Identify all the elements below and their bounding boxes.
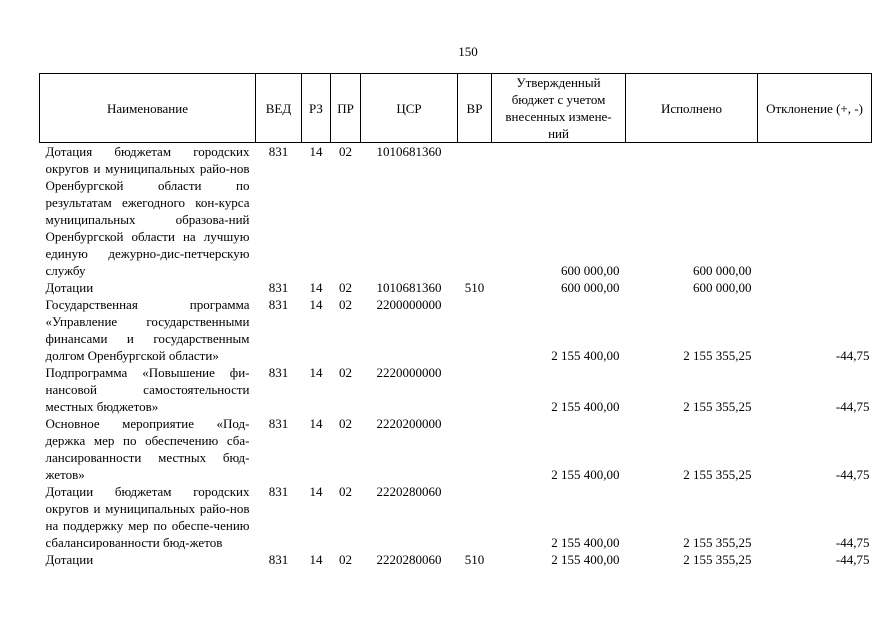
row-approved: 2 155 400,00 <box>551 552 620 567</box>
row-pr: 02 <box>339 552 352 567</box>
row-executed: 600 000,00 <box>693 263 752 278</box>
row-rz: 14 <box>309 552 323 567</box>
header-name: Наименование <box>40 74 256 143</box>
table-row <box>40 415 872 483</box>
header-approved: Утвержденный бюджет с учетом внесенных измене-ний <box>492 74 626 143</box>
row-name: Дотации бюджетам городских округов и муниципальных райо-нов на поддержку мер по обеспе-чению сбалансированности бюд-жетов <box>45 484 250 550</box>
row-ved: 831 <box>268 552 289 567</box>
row-pr: 02 <box>339 416 352 431</box>
row-deviation: -44,75 <box>835 535 870 550</box>
row-pr: 02 <box>339 144 352 159</box>
row-approved: 2 155 400,00 <box>551 467 620 482</box>
row-vr <box>458 415 492 483</box>
row-csr: 2220280060 <box>376 552 442 567</box>
row-csr: 2220000000 <box>376 365 442 380</box>
row-vr <box>458 143 492 280</box>
row-name: Дотации <box>45 552 94 567</box>
header-executed: Исполнено <box>626 74 758 143</box>
row-rz: 14 <box>309 484 323 499</box>
row-csr: 1010681360 <box>376 280 442 295</box>
table-header-row <box>40 74 872 143</box>
table-body <box>40 143 872 569</box>
row-vr: 510 <box>464 552 485 567</box>
row-vr <box>458 364 492 415</box>
row-ved: 831 <box>268 484 289 499</box>
row-ved: 831 <box>268 297 289 312</box>
row-rz: 14 <box>309 144 323 159</box>
row-deviation: -44,75 <box>835 552 870 567</box>
row-vr <box>458 483 492 551</box>
row-executed: 2 155 355,25 <box>683 467 752 482</box>
table-row <box>40 483 872 551</box>
header-pr: ПР <box>331 74 361 143</box>
row-approved: 2 155 400,00 <box>551 348 620 363</box>
header-vr: ВР <box>458 74 492 143</box>
table-row <box>40 143 872 280</box>
row-deviation <box>758 279 872 296</box>
row-pr: 02 <box>339 297 352 312</box>
row-ved: 831 <box>268 280 289 295</box>
row-vr: 510 <box>464 280 485 295</box>
row-deviation <box>758 143 872 280</box>
row-pr: 02 <box>339 280 352 295</box>
row-rz: 14 <box>309 297 323 312</box>
row-executed: 2 155 355,25 <box>683 348 752 363</box>
row-executed: 600 000,00 <box>693 280 752 295</box>
row-name: Государственная программа «Управление государственными финансами и государственным долгом Оренбургской области» <box>45 297 250 363</box>
header-deviation: Отклонение (+, -) <box>758 74 872 143</box>
row-csr: 1010681360 <box>376 144 442 159</box>
row-approved: 600 000,00 <box>561 280 620 295</box>
row-name: Дотации <box>45 280 94 295</box>
row-deviation: -44,75 <box>835 348 870 363</box>
row-approved: 600 000,00 <box>561 263 620 278</box>
row-approved: 2 155 400,00 <box>551 399 620 414</box>
row-executed: 2 155 355,25 <box>683 399 752 414</box>
row-csr: 2220280060 <box>376 484 442 499</box>
row-deviation: -44,75 <box>835 467 870 482</box>
row-ved: 831 <box>268 365 289 380</box>
row-approved: 2 155 400,00 <box>551 535 620 550</box>
table-row <box>40 364 872 415</box>
table-row <box>40 279 872 296</box>
row-name: Дотация бюджетам городских округов и муниципальных райо-нов Оренбургской области по результатам ежегодного кон-курса муниципальных образова-ний Оренбургской области на лучшую единую дежурно-дис-петчерскую службу <box>45 144 250 278</box>
row-rz: 14 <box>309 280 323 295</box>
row-executed: 2 155 355,25 <box>683 552 752 567</box>
page-number: 150 <box>458 44 478 59</box>
header-csr: ЦСР <box>361 74 458 143</box>
row-pr: 02 <box>339 484 352 499</box>
table-row <box>40 551 872 568</box>
row-csr: 2220200000 <box>376 416 442 431</box>
row-rz: 14 <box>309 365 323 380</box>
row-name: Основное мероприятие «Под-держка мер по обеспечению сба-лансированности местных бюд-жетов» <box>45 416 250 482</box>
row-ved: 831 <box>268 416 289 431</box>
row-ved: 831 <box>268 144 289 159</box>
header-rz: РЗ <box>302 74 331 143</box>
row-deviation: -44,75 <box>835 399 870 414</box>
row-executed: 2 155 355,25 <box>683 535 752 550</box>
row-pr: 02 <box>339 365 352 380</box>
header-ved: ВЕД <box>256 74 302 143</box>
row-name: Подпрограмма «Повышение фи-нансовой самостоятельности местных бюджетов» <box>45 365 250 414</box>
table-row <box>40 296 872 364</box>
row-vr <box>458 296 492 364</box>
budget-table <box>39 73 872 568</box>
row-csr: 2200000000 <box>376 297 442 312</box>
row-rz: 14 <box>309 416 323 431</box>
